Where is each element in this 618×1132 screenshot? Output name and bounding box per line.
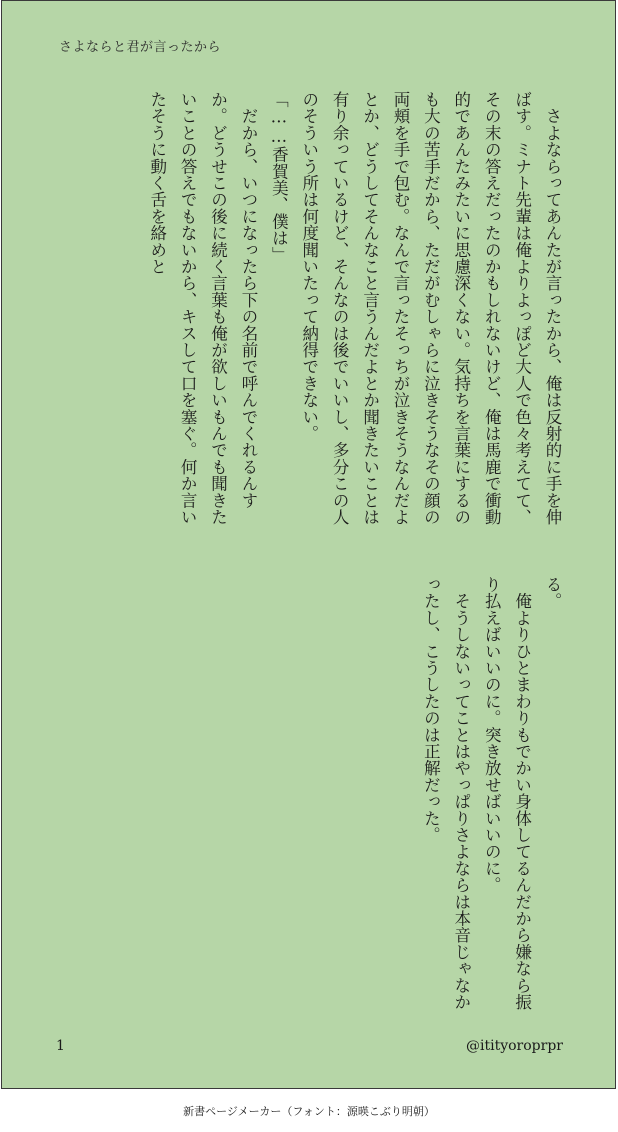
page-number: 1 bbox=[56, 1038, 65, 1054]
generator-credit: 新書ページメーカー（フォント：源暎こぶり明朝） bbox=[183, 1105, 435, 1118]
lower-text-block bbox=[421, 576, 567, 1016]
paragraph: だから、いつになったら下の名前で呼んでくれるんすか。どうせこの後に続く言葉も俺が欲しいもんでも聞きたいことの答えでもないから、キスして口を塞ぐ。何か言いたそうに動く舌を絡めと bbox=[147, 91, 258, 526]
paragraph: 俺よりひとまわりもでかい身体してるんだから嫌なら振り払えばいいのに。突き放せばいいのに。 bbox=[482, 576, 532, 1011]
upper-text-block bbox=[67, 91, 567, 531]
paragraph: さよならってあんたが言ったから、俺は反射的に手を伸ばす。ミナト先輩は俺よりよっぽど大人で色々考えてて、その末の答えだったのかもしれないけど、俺は馬鹿で衝動的であんたみたいに思慮深くない。気持ちを言葉にするのも大の苦手だから、ただがむしゃらに泣きそうなその顔の両頬を手で包む。なんで言ったそっちが泣きそうなんだよとか、どうしてそんなこと言うんだよとか聞きたいことは有り余っているけど、そんなのは後でいいし、多分この人のそういう所は何度聞いたって納得できない。 bbox=[299, 91, 562, 526]
story-title: さよならと君が言ったから bbox=[59, 40, 222, 55]
author-handle: @itityoroprpr bbox=[466, 1038, 563, 1054]
paragraph: 「……香賀美、僕は」 bbox=[269, 91, 289, 263]
paragraph: そうしないってことはやっぱりさよならは本音じゃなかったし、こうしたのは正解だった。 bbox=[421, 576, 471, 1011]
paragraph: る。 bbox=[543, 576, 562, 610]
novel-page bbox=[1, 0, 616, 1089]
